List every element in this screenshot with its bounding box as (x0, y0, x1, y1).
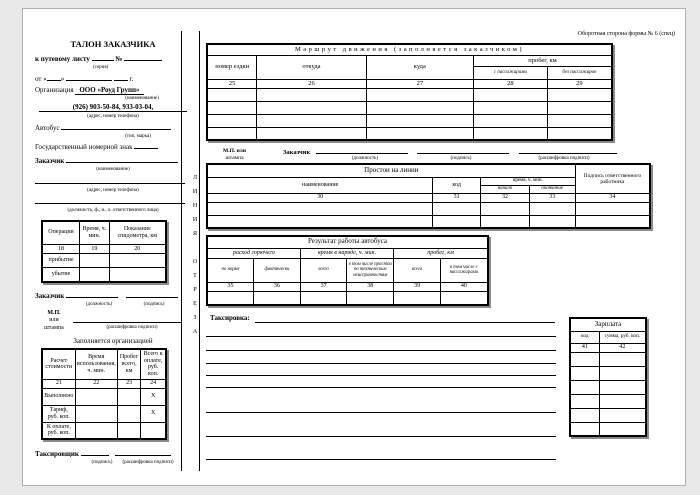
route-cell (366, 114, 473, 127)
org-hint: (наименование) (125, 95, 159, 101)
salary-col-code: код (570, 331, 599, 343)
spacer (283, 156, 319, 161)
route-cell (257, 101, 366, 114)
stub-mp-line1: М.П. (47, 309, 61, 316)
route-table (206, 43, 613, 141)
bus-hint: (тип, марка) (125, 133, 151, 139)
stub-sign-sig-hint: (подпись) (143, 301, 165, 307)
taxer-sig-hint: (подпись) (91, 460, 113, 465)
operations-table (41, 220, 167, 283)
cost-row-tariff-label: Тариф, руб. коп. (42, 405, 75, 422)
route-col-run-with: с пассажирами (474, 66, 548, 79)
phone-value: (926) 903-50-84, 933-03-04, (39, 103, 187, 112)
salary-cell (570, 422, 599, 436)
cost-row-payable-label: К оплате, руб. коп. (42, 422, 75, 439)
stub-mp-line3: штампа (44, 324, 64, 331)
downtime-cell (481, 215, 530, 228)
cost-table (41, 348, 167, 440)
result-title: Результат работы автобуса (207, 236, 488, 248)
main-pos-blank (316, 147, 408, 154)
downtime-col-start: начало (481, 185, 530, 193)
main-sign-row (223, 147, 643, 161)
customer-person-blank (35, 197, 185, 204)
date-suffix: г. (129, 74, 134, 83)
cost-code-22: 22 (75, 379, 117, 388)
result-grp-time: время в наряде, ч. мин. (300, 248, 393, 258)
salary-cell (599, 394, 646, 408)
result-code-40: 40 (440, 282, 488, 291)
stub-mp-line2: или (49, 317, 59, 323)
customer-addr-line (35, 177, 191, 186)
route-cell (366, 101, 473, 114)
downtime-code-30: 30 (207, 193, 433, 202)
cost-tariff-run-cell (117, 405, 141, 422)
customer-coupon-stub (35, 39, 191, 465)
route-col-run-without: без пассажиров (547, 66, 612, 79)
result-sub-downtime: в том числе простои по техническим неисправностям (347, 258, 394, 282)
route-cell (366, 127, 473, 140)
cost-col-run: Пробег всего, км (117, 349, 141, 379)
result-sub-fact: фактически (254, 258, 301, 282)
route-cell (257, 88, 366, 101)
taxing-line (206, 375, 556, 376)
org-value: ООО «Роуд Групп» (75, 86, 143, 95)
customer-person-hint: (должность, ф., и., о. ответственного лица) (67, 208, 159, 213)
route-cell (547, 114, 612, 127)
customer-line (35, 156, 191, 165)
spacer (35, 302, 73, 307)
route-cell (474, 101, 548, 114)
waybill-line (35, 54, 191, 63)
salary-cell (599, 352, 646, 366)
taxer-line (35, 449, 191, 458)
result-code-39: 39 (394, 282, 441, 291)
number-blank (124, 54, 162, 61)
stub-mp-text (35, 310, 73, 333)
downtime-cell (207, 215, 433, 228)
result-code-35: 35 (207, 282, 254, 291)
route-cell (547, 88, 612, 101)
route-cell (474, 127, 548, 140)
taxing-line (206, 350, 556, 351)
org-fill-title: Заполняется организацией (73, 337, 153, 345)
ops-arrival-odo-cell (109, 254, 166, 268)
route-col-to: куда (366, 55, 473, 79)
downtime-cell (575, 215, 650, 228)
downtime-col-sign: Подпись ответственного работника (575, 164, 650, 193)
salary-cell (570, 380, 599, 394)
plate-label: Государственный номерной знак (35, 143, 133, 151)
customer-addr-blank (35, 177, 185, 184)
route-code-25: 25 (207, 79, 257, 88)
result-cell (347, 291, 394, 305)
stub-decrypt-wrap (73, 310, 191, 333)
route-cell (207, 114, 257, 127)
cost-code-24: 24 (141, 379, 166, 388)
customer-name-blank (66, 156, 178, 163)
result-cell (394, 291, 441, 305)
number-sign: № (115, 55, 123, 63)
stub-sign-decrypt-hint: (расшифровка подписи) (106, 324, 158, 330)
date-quote: » (60, 74, 65, 83)
salary-cell (570, 352, 599, 366)
taxer-decrypt-hint: (расшифровка подписи) (122, 460, 174, 465)
route-col-trip: номер ездки (207, 55, 257, 79)
salary-code-42: 42 (599, 343, 646, 352)
taxing-line (255, 322, 555, 323)
result-cell (254, 291, 301, 305)
ops-col-odometer: Показание спидометра, км (109, 221, 166, 245)
salary-cell (599, 408, 646, 422)
phone-line (35, 103, 191, 112)
route-title: Маршрут движения (заполняется заказчиком) (207, 44, 612, 55)
result-code-38: 38 (347, 282, 394, 291)
salary-cell (599, 422, 646, 436)
result-sub-total2: всего (394, 258, 441, 282)
ops-col-operations: Операции (42, 221, 80, 245)
route-code-29: 29 (547, 79, 612, 88)
bus-blank (61, 123, 171, 130)
downtime-cell (433, 215, 481, 228)
taxing-line (206, 363, 556, 364)
salary-code-41: 41 (570, 343, 599, 352)
spacer (35, 460, 87, 465)
customer-person-line (35, 197, 191, 206)
downtime-cell (575, 202, 650, 215)
date-day-blank (47, 74, 61, 81)
salary-table (569, 317, 647, 437)
downtime-cell (481, 202, 530, 215)
route-cell (547, 127, 612, 140)
salary-cell (570, 408, 599, 422)
result-cell (207, 291, 254, 305)
main-decrypt-blank (519, 147, 617, 154)
series-hint: (серия) (93, 65, 109, 70)
waybill-label: к путевому листу (35, 55, 90, 63)
taxing-line (206, 412, 556, 413)
result-table (206, 235, 489, 306)
downtime-col-end: окончание (529, 185, 575, 193)
taxing-line (206, 436, 556, 437)
result-code-37: 37 (300, 282, 347, 291)
downtime-title: Простои на линии (207, 164, 575, 177)
downtime-code-33: 33 (529, 193, 575, 202)
route-code-28: 28 (474, 79, 548, 88)
salary-cell (570, 394, 599, 408)
ops-departure-time-cell (80, 268, 110, 282)
cost-col-total: Всего к оплате, руб. коп. (141, 349, 166, 379)
result-sub-norm: по норме (207, 258, 254, 282)
ops-code-20: 20 (109, 245, 166, 254)
downtime-col-name: наименование (207, 177, 433, 193)
cost-tariff-time-cell (75, 405, 117, 422)
downtime-cell (529, 215, 575, 228)
date-year-blank (114, 74, 128, 81)
document-page (22, 8, 686, 486)
ops-arrival-time-cell (80, 254, 110, 268)
ops-row-arrival: прибытие (42, 254, 80, 268)
taxing-line (206, 459, 556, 460)
customer-addr-hint: (адрес, номер телефона) (87, 187, 139, 193)
downtime-cell (433, 202, 481, 215)
result-grp-fuel: расход горючего (207, 248, 300, 258)
back-side-note: Оборотная сторона формы № 6 (спец) (577, 31, 675, 37)
cost-col-time: Время использования, ч. мин. (75, 349, 117, 379)
main-decrypt-hint: (расшифровка подписи) (538, 156, 590, 161)
stub-sign-customer-label: Заказчик (35, 291, 65, 300)
ops-departure-odo-cell (109, 268, 166, 282)
route-cell (257, 114, 366, 127)
route-code-26: 26 (257, 79, 366, 88)
stub-sign-hints (35, 302, 191, 307)
cut-line-rule-left (181, 31, 182, 471)
cost-tariff-total-cell: X (141, 405, 166, 422)
main-customer-label: Заказчик (283, 149, 311, 156)
downtime-cell (207, 202, 433, 215)
stub-sign-pos-blank (66, 291, 118, 298)
downtime-table (206, 163, 651, 229)
taxer-decrypt-blank (115, 449, 171, 456)
result-sub-total1: всего (300, 258, 347, 282)
route-col-run: пробег, км (474, 55, 613, 66)
cut-line-rule-right (199, 31, 200, 471)
cost-payable-time-cell (75, 422, 117, 439)
stub-sign-pos-hint: (должность) (85, 301, 113, 307)
stub-sign-sig-blank (126, 291, 178, 298)
main-sign-hints (283, 156, 643, 161)
downtime-col-time: время, ч. мин. (481, 177, 576, 185)
ops-col-time: Время, ч. мин. (80, 221, 110, 245)
salary-cell (570, 366, 599, 380)
main-mp-line1: М.П. или (223, 148, 247, 154)
salary-col-sum: сумма, руб. коп. (599, 331, 646, 343)
route-cell (257, 127, 366, 140)
org-label: Организация (35, 85, 74, 94)
org-line (35, 86, 191, 94)
cost-done-time-cell (75, 388, 117, 405)
main-sig-hint: (подпись) (450, 156, 472, 161)
taxing-line (206, 336, 556, 337)
stub-decrypt-blank (73, 316, 181, 323)
route-cell (474, 88, 548, 101)
main-sig-blank (417, 147, 509, 154)
downtime-code-34: 34 (575, 193, 650, 202)
date-month-blank (66, 74, 112, 81)
route-cell (207, 127, 257, 140)
salary-cell (599, 380, 646, 394)
cost-col-calc: Расчет стоимости (42, 349, 75, 379)
downtime-code-31: 31 (433, 193, 481, 202)
plate-line (35, 142, 191, 151)
cost-done-run-cell (117, 388, 141, 405)
taxing-line (206, 387, 556, 388)
cost-code-21: 21 (42, 379, 75, 388)
date-prefix: от « (35, 74, 47, 83)
series-blank (92, 54, 114, 61)
route-cell (207, 88, 257, 101)
salary-cell (599, 366, 646, 380)
cost-done-total-cell: X (141, 388, 166, 405)
cost-payable-run-cell (117, 422, 141, 439)
date-line (35, 74, 191, 83)
customer-name-hint: (наименование) (96, 167, 130, 172)
cut-line-label: ЛИНИЯ ОТРЕЗА (192, 175, 198, 343)
ops-code-19: 19 (80, 245, 110, 254)
main-mp-text (223, 148, 246, 161)
customer-label: Заказчик (35, 157, 65, 165)
route-col-from: откуда (257, 55, 366, 79)
taxer-sig-blank (81, 449, 109, 456)
phone-hint: (адрес, номер телефона) (87, 114, 139, 119)
route-cell (547, 101, 612, 114)
result-code-36: 36 (254, 282, 301, 291)
result-cell (300, 291, 347, 305)
result-cell (440, 291, 488, 305)
main-pos-hint: (должность) (351, 156, 379, 161)
cost-code-23: 23 (117, 379, 141, 388)
salary-title: Зарплата (570, 318, 646, 331)
cost-payable-total-cell (141, 422, 166, 439)
taxer-label: Таксировщик (35, 450, 79, 458)
route-code-27: 27 (366, 79, 473, 88)
ops-code-18: 18 (42, 245, 80, 254)
taxing-label: Таксировка: (210, 314, 250, 322)
stub-title: ТАЛОН ЗАКАЗЧИКА (70, 39, 156, 49)
main-mp-line2: штампа (225, 154, 244, 161)
route-cell (474, 114, 548, 127)
cost-row-done-label: Выполнено (42, 388, 75, 405)
result-sub-withpass: в том числе с пассажирами (440, 258, 488, 282)
downtime-code-32: 32 (481, 193, 530, 202)
stub-sign-line (35, 291, 191, 300)
route-cell (207, 101, 257, 114)
taxer-hints (35, 460, 191, 465)
stub-mp-block (35, 310, 191, 333)
bus-label: Автобус (35, 123, 60, 132)
plate-blank (134, 142, 158, 149)
ops-row-departure: убытие (42, 268, 80, 282)
downtime-cell (529, 202, 575, 215)
route-cell (366, 88, 473, 101)
bus-line (35, 123, 191, 132)
result-grp-run: пробег, км (394, 248, 488, 258)
main-customer-sign (223, 147, 643, 161)
downtime-col-code: код (433, 177, 481, 193)
